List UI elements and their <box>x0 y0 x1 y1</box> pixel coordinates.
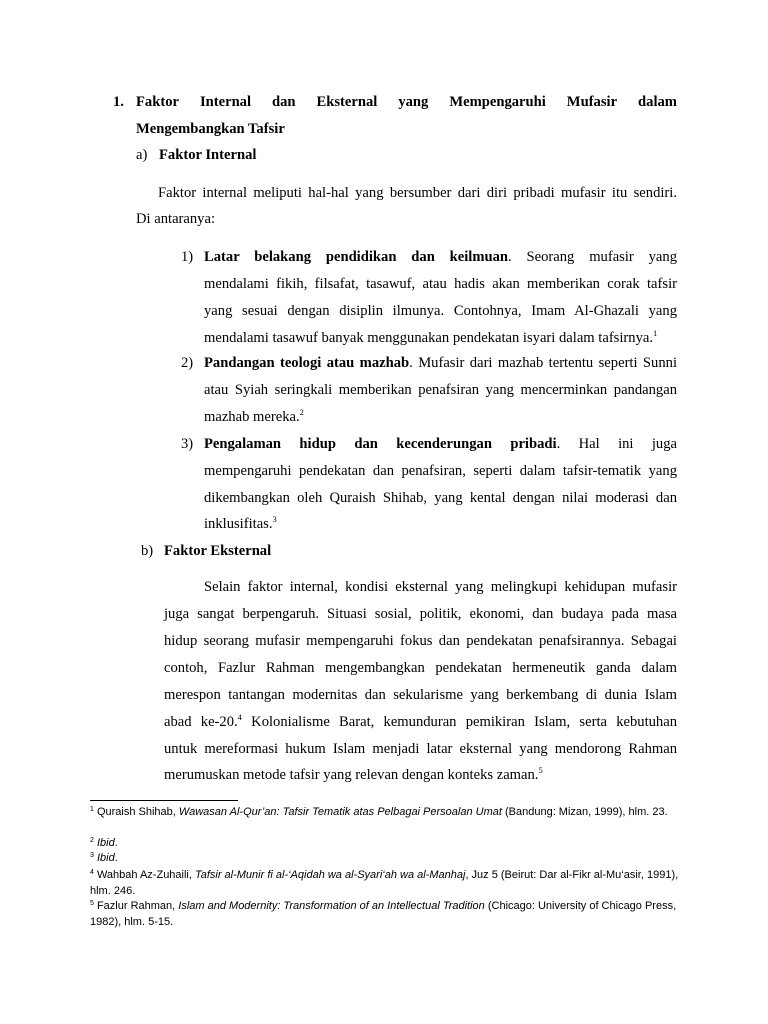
external-paragraph-line: Selain faktor internal, kondisi eksternal yang melingkupi kehidupan mufasir <box>204 579 677 595</box>
list-item-line: yang sesuai dengan disiplin ilmunya. Contohnya, Imam Al-Ghazali yang <box>204 303 677 319</box>
footnote-5: $^5$ Fazlur Rahman, Islam and Modernity: Transformation of an Intellectual Tradition (Chicago: University of Chicago Press, 1982), hlm. 5-15. <box>90 900 677 928</box>
list-item-line: mazhab mereka.$^2$ <box>204 407 304 425</box>
subsection-a-title: Faktor Internal <box>159 147 257 163</box>
subsection-b-marker: b) <box>141 543 154 559</box>
list-item-line: mendalami fikih, filsafat, tasawuf, atau hadis akan memberikan corak tafsir <box>204 276 677 292</box>
subsection-a-marker: a) <box>136 147 148 163</box>
list-item-line: Pandangan teologi atau mazhab. Mufasir dari mazhab tertentu seperti Sunni <box>204 355 677 371</box>
external-paragraph-line: contoh, Fazlur Rahman mengembangkan pendekatan hermeneutik ganda dalam <box>164 660 677 676</box>
external-paragraph-line: hidup seorang mufasir mempengaruhi fokus dan pendekatan penafsirannya. Sebagai <box>164 633 677 649</box>
external-paragraph-line: abad ke-20.$^4$ Kolonialisme Barat, kemunduran pemikiran Islam, serta kebutuhan <box>164 712 677 730</box>
external-paragraph-line: merespon tantangan modernitas dan sekularisme yang berkembang di dunia Islam <box>164 687 677 703</box>
intro-line-1: Faktor internal meliputi hal-hal yang bersumber dari diri pribadi mufasir itu sendiri. <box>158 185 677 201</box>
section-number: 1. <box>113 94 124 110</box>
list-item-line: inklusifitas.$^3$ <box>204 514 277 532</box>
footnote-ref[interactable]: 5 <box>538 765 543 775</box>
list-item-line: Pengalaman hidup dan kecenderungan pribadi. Hal ini juga <box>204 436 677 452</box>
external-paragraph-line: merumuskan metode tafsir yang relevan dengan konteks zaman.$^5$ <box>164 765 543 783</box>
footnote-ref[interactable]: 1 <box>653 328 658 338</box>
list-item-marker: 1) <box>181 249 194 265</box>
external-paragraph-line: untuk mereformasi hukum Islam menjadi latar eksternal yang mendorong Rahman <box>164 741 677 757</box>
footnote-ref[interactable]: 4 <box>237 712 242 722</box>
footnote-1: $^1$ Quraish Shihab, Wawasan Al-Qur’an: Tafsir Tematik atas Pelbagai Persoalan Umat (Bandung: Mizan, 1999), hlm. 23. <box>90 806 668 818</box>
footnote-ref[interactable]: 3 <box>272 514 277 524</box>
subsection-b-title: Faktor Eksternal <box>164 543 272 559</box>
external-paragraph-line: juga sangat berpengaruh. Situasi sosial, politik, ekonomi, dan budaya pada masa <box>164 606 677 622</box>
list-item-line: dikembangkan oleh Quraish Shihab, yang kental dengan nilai moderasi dan <box>204 490 677 506</box>
list-item-line: atau Syiah seringkali memberikan penafsiran yang mencerminkan pandangan <box>204 382 677 398</box>
footnote-ref[interactable]: 2 <box>299 407 304 417</box>
list-item-line: Latar belakang pendidikan dan keilmuan. Seorang mufasir yang <box>204 249 677 265</box>
footnote-4: $^4$ Wahbah Az-Zuhaili, Tafsir al-Munir fi al-‘Aqidah wa al-Syari‘ah wa al-Manhaj, Juz 5 (Beirut: Dar al-Fikr al-Mu‘asir, 1991), hlm. 246. <box>90 869 679 897</box>
footnote-3: $^3$ Ibid. <box>90 852 118 864</box>
list-item-marker: 3) <box>181 436 194 452</box>
list-item-line: mempengaruhi pendekatan dan penafsiran, seperti dalam tafsir-tematik yang <box>204 463 677 479</box>
section-title-line1: Faktor Internal dan Eksternal yang Mempengaruhi Mufasir dalam <box>136 94 677 110</box>
intro-line-2: Di antaranya: <box>136 211 216 227</box>
list-item-line: mendalami tasawuf banyak menggunakan pendekatan isyari dalam tafsirnya.$^1$ <box>204 328 658 346</box>
list-item-marker: 2) <box>181 355 194 371</box>
footnote-2: $^2$ Ibid. <box>90 837 118 849</box>
section-title-line2: Mengembangkan Tafsir <box>136 121 285 137</box>
footnote-separator <box>90 800 238 801</box>
